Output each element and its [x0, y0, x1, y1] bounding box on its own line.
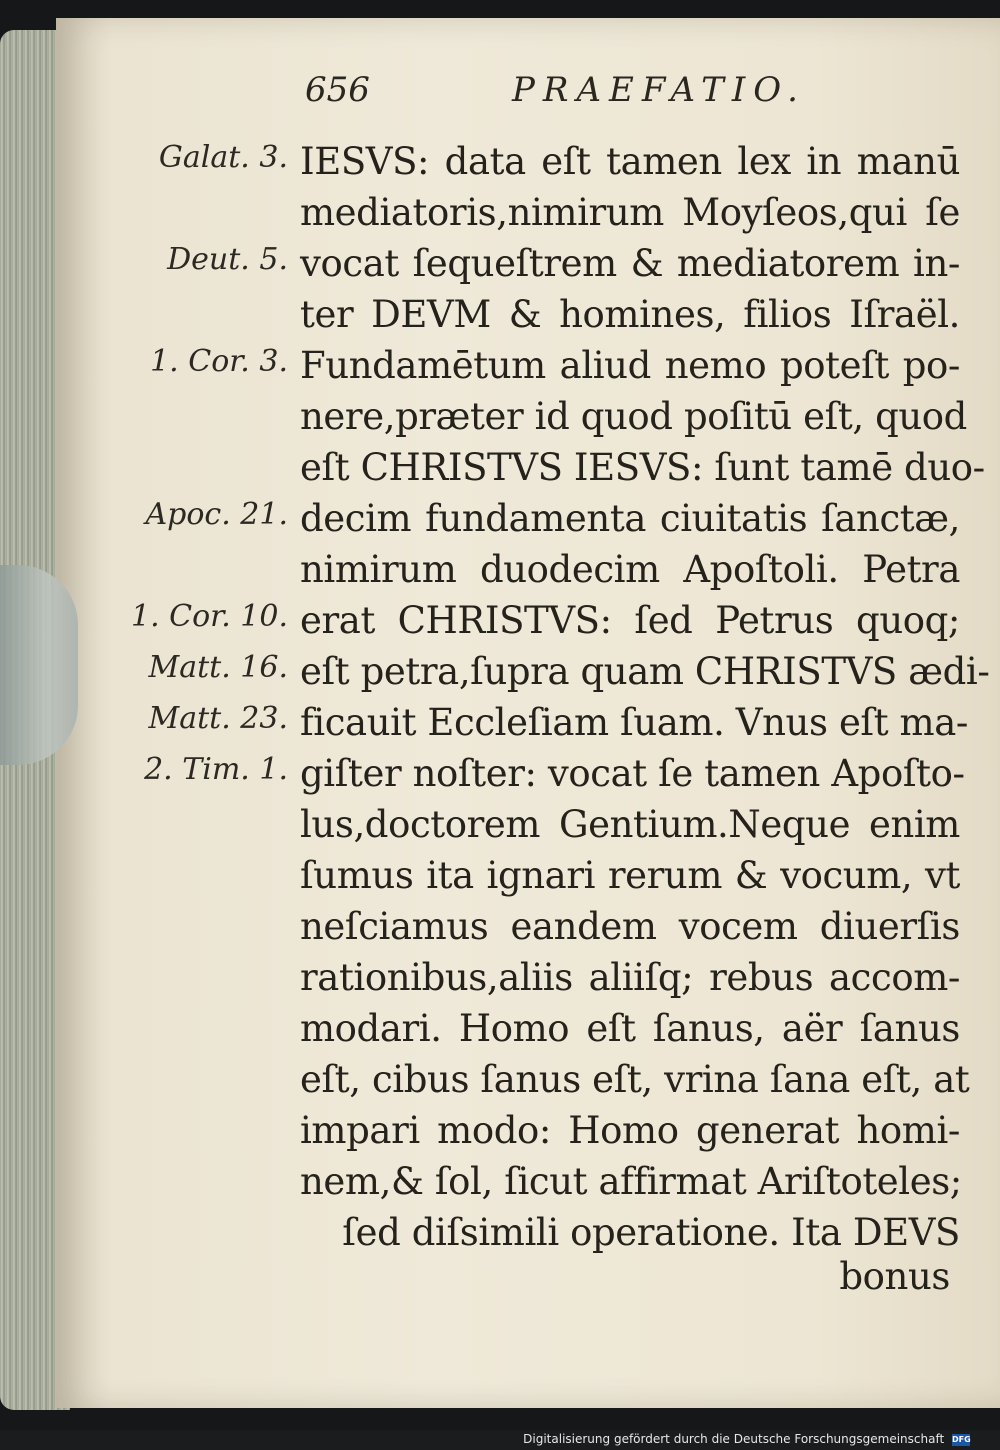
page-number: 656 — [305, 70, 370, 110]
margin-reference: 2. Tim. 1. — [144, 752, 288, 787]
text-line — [0, 548, 1000, 594]
body-text-line: mediatoris,nimirum Moyſeos,qui ſe — [300, 191, 960, 234]
body-text-line: ficauit Eccleſiam ſuam. Vnus eſt ma- — [300, 701, 969, 744]
body-text-line: erat CHRISTVS: ſed Petrus quoq; — [300, 599, 960, 642]
text-line — [0, 140, 1000, 186]
body-text-line: ter DEVM & homines, filios Iſraël. — [300, 293, 960, 336]
body-text-line: giſter noſter: vocat ſe tamen Apoſto- — [300, 752, 965, 795]
text-line — [0, 1007, 1000, 1053]
body-text-line: decim fundamenta ciuitatis ſanctæ, — [300, 497, 960, 540]
text-line — [0, 956, 1000, 1002]
catchword-line — [0, 1255, 1000, 1301]
text-line — [0, 293, 1000, 339]
body-text-line: eſt CHRISTVS IESVS: ſunt tamē duo- — [300, 446, 985, 489]
text-line — [0, 1211, 1000, 1257]
text-line — [0, 1109, 1000, 1155]
margin-reference: Matt. 23. — [148, 701, 288, 736]
footer-credit — [523, 1432, 970, 1446]
text-line — [0, 395, 1000, 441]
footer-credit-text: Digitalisierung gefördert durch die Deutsche Forschungsgemeinschaft — [523, 1432, 945, 1446]
margin-reference: 1. Cor. 3. — [150, 344, 288, 379]
body-text-line: lus,doctorem Gentium.Neque enim — [300, 803, 960, 846]
dfg-logo: DFG — [952, 1434, 971, 1444]
body-text-line: modari. Homo eſt ſanus, aër ſanus — [300, 1007, 960, 1050]
body-text-line: Fundamētum aliud nemo poteſt po- — [300, 344, 960, 387]
text-line — [0, 1058, 1000, 1104]
body-text-line: neſciamus eandem vocem diuerſis — [300, 905, 960, 948]
text-line — [0, 650, 1000, 696]
body-text-line: rationibus,aliis aliiſq; rebus accom- — [300, 956, 960, 999]
text-line — [0, 497, 1000, 543]
running-title: PRAEFATIO. — [512, 70, 806, 110]
body-text-line: ſed diſsimili operatione. Ita DEVS — [342, 1211, 960, 1254]
body-text-line: impari modo: Homo generat homi- — [300, 1109, 960, 1152]
margin-reference: 1. Cor. 10. — [130, 599, 288, 634]
margin-reference: Matt. 16. — [148, 650, 288, 685]
body-text-line: nere,præter id quod poſitū eſt, quod — [300, 395, 967, 438]
text-line — [0, 191, 1000, 237]
text-line — [0, 752, 1000, 798]
margin-reference: Deut. 5. — [167, 242, 288, 277]
body-text-line: nimirum duodecim Apoſtoli. Petra — [300, 548, 960, 591]
text-line — [0, 1160, 1000, 1206]
text-line — [0, 242, 1000, 288]
page-header — [0, 70, 1000, 120]
text-line — [0, 803, 1000, 849]
text-line — [0, 701, 1000, 747]
text-line — [0, 905, 1000, 951]
body-text-line: eſt petra,ſupra quam CHRISTVS ædi- — [300, 650, 990, 693]
body-text-line: vocat ſequeſtrem & mediatorem in- — [300, 242, 960, 285]
margin-reference: Apoc. 21. — [145, 497, 288, 532]
body-text-line: ſumus ita ignari rerum & vocum, vt — [300, 854, 960, 897]
catchword: bonus — [839, 1255, 950, 1298]
text-line — [0, 854, 1000, 900]
body-text-line: eſt, cibus ſanus eſt, vrina ſana eſt, at — [300, 1058, 970, 1101]
margin-reference: Galat. 3. — [158, 140, 288, 175]
text-line — [0, 446, 1000, 492]
body-text-line: IESVS: data eſt tamen lex in manū — [300, 140, 960, 183]
text-line — [0, 344, 1000, 390]
body-text-line: nem,& ſol, ſicut affirmat Ariſtoteles; — [300, 1160, 962, 1203]
text-line — [0, 599, 1000, 645]
